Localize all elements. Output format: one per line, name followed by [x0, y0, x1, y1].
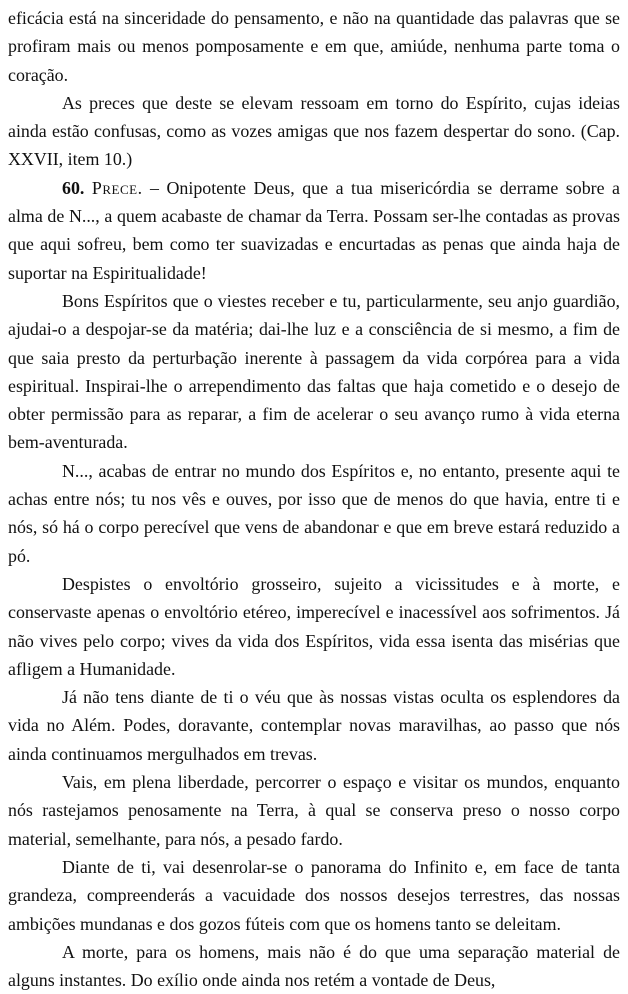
paragraph-acabas-de-entrar: N..., acabas de entrar no mundo dos Espíritos e, no entanto, presente aqui te achas entre nós; tu nos vês e ouves, por isso que de menos do que havia, entre ti e nós, só há o corpo perecível que vens de abandonar e que em breve estará reduzido a pó.	[8, 460, 620, 566]
item-number: 60.	[62, 177, 85, 198]
book-page	[8, 4, 620, 994]
paragraph-bons-espiritos: Bons Espíritos que o viestes receber e tu, particularmente, seu anjo guardião, ajudai-o a despojar-se da matéria; dai-lhe luz e a consciência de si mesmo, a fim de que saia presto da perturbação inerente à passagem da vida corpórea para a vida espiritual. Inspirai-lhe o arrependimento das faltas que haja cometido e o desejo de obter permissão para as reparar, a fim de acelerar o seu avanço rumo à vida eterna bem-aventurada.	[8, 290, 620, 453]
paragraph-diante-de-ti: Diante de ti, vai desenrolar-se o panorama do Infinito e, em face de tanta grandeza, compreenderás a vacuidade dos nossos desejos terrestres, das nossas ambições mundanas e dos gozos fúteis com que os homens tanto se deleitam.	[8, 856, 620, 934]
paragraph-prece-60	[8, 174, 620, 287]
paragraph-despistes: Despistes o envoltório grosseiro, sujeito a vicissitudes e à morte, e conservaste apenas o envoltório etéreo, imperecível e inacessível aos sofrimentos. Já não vives pelo corpo; vives da vida dos Espíritos, vida essa isenta das misérias que afligem a Humanidade.	[8, 573, 620, 679]
item-text: – Onipotente Deus, que a tua misericórdia se derrame sobre a alma de N..., a quem acabaste de chamar da Terra. Possam ser-lhe contadas as provas que aqui sofreu, bem como ter suavizadas e encurtadas as penas que ainda haja de suportar na Espiritualidade!	[8, 177, 620, 283]
paragraph-preces-ressoam: As preces que deste se elevam ressoam em torno do Espírito, cujas ideias ainda estão confusas, como as vozes amigas que nos fazem despertar do sono. (Cap. XXVII, item 10.)	[8, 92, 620, 170]
paragraph-a-morte: A morte, para os homens, mais não é do que uma separação material de alguns instantes. Do exílio onde ainda nos retém a vontade de Deus,	[8, 941, 620, 991]
paragraph-continuation: eficácia está na sinceridade do pensamento, e não na quantidade das palavras que se profiram mais ou menos pomposamente e em que, amiúde, nenhuma parte toma o coração.	[8, 8, 620, 85]
paragraph-ja-nao-tens: Já não tens diante de ti o véu que às nossas vistas oculta os esplendores da vida no Além. Podes, doravante, contemplar novas maravilhas, ao passo que nós ainda continuamos mergulhados em trevas.	[8, 687, 620, 764]
paragraph-vais: Vais, em plena liberdade, percorrer o espaço e visitar os mundos, enquanto nós rastejamos penosamente na Terra, à qual se conserva preso o nosso corpo material, semelhante, para nós, a pesado fardo.	[8, 772, 620, 849]
item-heading: Prece.	[91, 177, 143, 198]
